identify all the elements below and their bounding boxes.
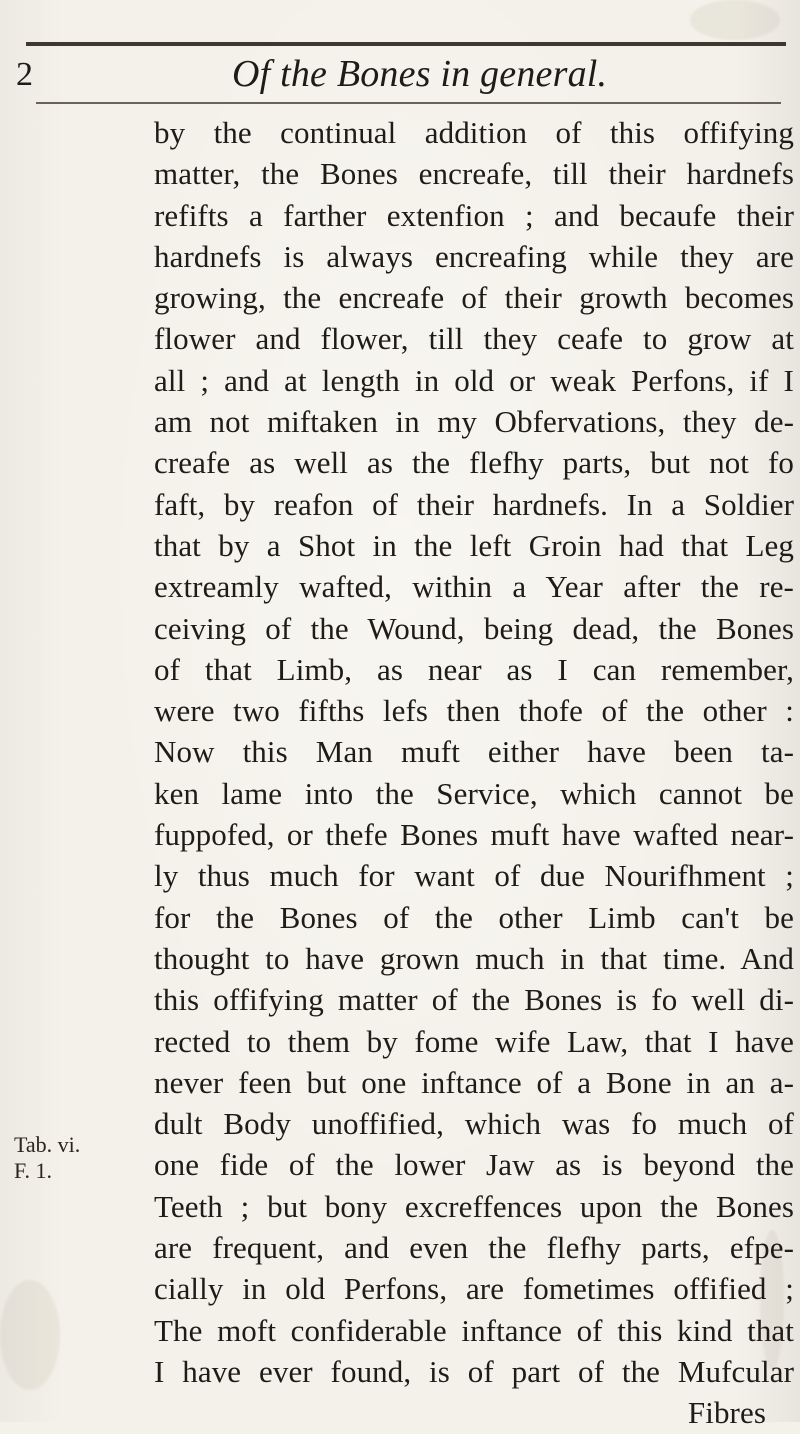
text-line: creafe as well as the flefhy parts, but not fo <box>154 445 794 481</box>
text-line: extreamly wafted, within a Year after the re- <box>154 569 794 605</box>
text-line: Teeth ; but bony excreffences upon the Bones <box>154 1188 794 1224</box>
text-line: were two fifths lefs then thofe of the other : <box>154 693 794 729</box>
header-top-rule <box>26 42 786 46</box>
text-line: dult Body unoffified, which was fo much of <box>154 1106 794 1142</box>
text-line: I have ever found, is of part of the Mufcular <box>154 1353 794 1389</box>
text-line: ken lame into the Service, which cannot be <box>154 775 794 811</box>
header-bottom-rule <box>36 102 781 104</box>
text-line: fuppofed, or thefe Bones muft have wafted near- <box>154 817 794 853</box>
margin-note <box>14 1132 80 1184</box>
text-line: one fide of the lower Jaw as is beyond the <box>154 1147 794 1183</box>
text-line: refifts a farther extenfion ; and becaufe their <box>154 197 794 233</box>
text-line: ceiving of the Wound, being dead, the Bones <box>154 610 794 646</box>
text-line: growing, the encreafe of their growth becomes <box>154 280 794 316</box>
text-line: The moft confiderable inftance of this kind that <box>154 1312 794 1348</box>
text-line: cially in old Perfons, are fometimes offified ; <box>154 1271 794 1307</box>
text-line: all ; and at length in old or weak Perfons, if I <box>154 362 794 398</box>
text-line: am not miftaken in my Obfervations, they de- <box>154 404 794 440</box>
text-line: flower and flower, till they ceafe to grow at <box>154 321 794 357</box>
text-line: this offifying matter of the Bones is fo well di- <box>154 982 794 1018</box>
text-line: thought to have grown much in that time. And <box>154 940 794 976</box>
text-line: faft, by reafon of their hardnefs. In a Soldier <box>154 486 794 522</box>
margin-note-line: F. 1. <box>14 1158 52 1183</box>
paper-stain <box>690 0 780 40</box>
text-line: by the continual addition of this offifying <box>154 115 794 150</box>
text-line: never feen but one inftance of a Bone in an a- <box>154 1064 794 1100</box>
body-text <box>154 112 794 1434</box>
text-line: matter, the Bones encreafe, till their hardnefs <box>154 156 794 192</box>
text-line: for the Bones of the other Limb can't be <box>154 899 794 935</box>
paper-stain <box>0 1280 60 1390</box>
text-line: Fibres <box>687 1395 766 1431</box>
text-line: rected to them by fome wife Law, that I have <box>154 1023 794 1059</box>
margin-note-line: Tab. vi. <box>14 1132 81 1157</box>
text-line: of that Limb, as near as I can remember, <box>154 651 794 687</box>
text-line: that by a Shot in the left Groin had that Leg <box>154 527 794 563</box>
text-line: are frequent, and even the flefhy parts, efpe- <box>154 1230 794 1266</box>
running-head: Of the Bones in general. <box>232 53 608 95</box>
text-line: ly thus much for want of due Nourifhment ; <box>154 858 794 894</box>
page-number: 2 <box>16 56 33 93</box>
text-line: hardnefs is always encreafing while they are <box>154 238 794 274</box>
text-line: Now this Man muft either have been ta- <box>154 734 794 770</box>
